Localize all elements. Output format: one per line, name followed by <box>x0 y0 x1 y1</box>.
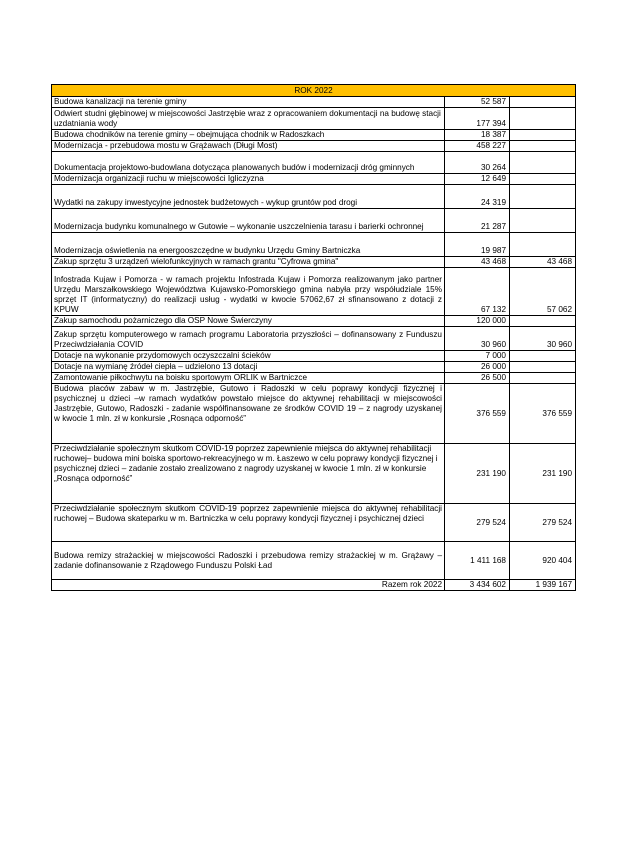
row-amount-cofinanced: 57 062 <box>510 268 576 316</box>
row-description: Budowa remizy strażackiej w miejscowości Radoszki i przebudowa remizy strażackiej w m. Grążawy – zadanie dofinansowanie z Rządowego Funduszu Polski Ład <box>52 542 445 580</box>
table-row <box>52 384 576 444</box>
row-amount-total: 30 264 <box>445 152 510 174</box>
total-row <box>52 580 576 591</box>
table-row <box>52 316 576 327</box>
row-description: Modernizacja budynku komunalnego w Gutowie – wykonanie uszczelnienia tarasu i barierki ochronnej <box>52 209 445 233</box>
table-row <box>52 327 576 351</box>
row-amount-cofinanced: 231 190 <box>510 444 576 504</box>
row-amount-total: 458 227 <box>445 141 510 152</box>
row-amount-cofinanced <box>510 233 576 257</box>
table-row <box>52 257 576 268</box>
table-row <box>52 373 576 384</box>
table-row <box>52 152 576 174</box>
row-description: Modernizacja oświetlenia na energooszczędne w budynku Urzędu Gminy Bartniczka <box>52 233 445 257</box>
row-description: Wydatki na zakupy inwestycyjne jednostek budżetowych - wykup gruntów pod drogi <box>52 185 445 209</box>
row-amount-total: 18 387 <box>445 130 510 141</box>
row-amount-cofinanced: 43 468 <box>510 257 576 268</box>
row-description: Odwiert studni głębinowej w miejscowości Jastrzębie wraz z opracowaniem dokumentacji na budowę stacji uzdatniania wody <box>52 108 445 130</box>
row-amount-total: 12 649 <box>445 174 510 185</box>
row-amount-total: 67 132 <box>445 268 510 316</box>
row-description: Modernizacja organizacji ruchu w miejscowości Igliczyzna <box>52 174 445 185</box>
row-amount-total: 52 587 <box>445 97 510 108</box>
row-amount-total: 19 987 <box>445 233 510 257</box>
row-amount-total: 24 319 <box>445 185 510 209</box>
table-row <box>52 233 576 257</box>
row-amount-total: 43 468 <box>445 257 510 268</box>
row-amount-cofinanced <box>510 108 576 130</box>
row-amount-total: 279 524 <box>445 504 510 542</box>
table-row <box>52 97 576 108</box>
row-description: Dokumentacja projektowo-budowlana dotycząca planowanych budów i modernizacji dróg gminnych <box>52 152 445 174</box>
investment-expenditure-table <box>51 84 576 591</box>
row-description: Dotacje na wykonanie przydomowych oczyszczalni ścieków <box>52 351 445 362</box>
table-row <box>52 504 576 542</box>
table-row <box>52 141 576 152</box>
row-amount-total: 231 190 <box>445 444 510 504</box>
row-amount-cofinanced <box>510 362 576 373</box>
table-row <box>52 108 576 130</box>
row-amount-cofinanced <box>510 141 576 152</box>
row-description: Dotacje na wymianę źródeł ciepła – udzielono 13 dotacji <box>52 362 445 373</box>
total-amount-cofinanced: 1 939 167 <box>510 580 576 591</box>
row-description: Modernizacja - przebudowa mostu w Grążawach (Długi Most) <box>52 141 445 152</box>
row-amount-cofinanced <box>510 174 576 185</box>
row-amount-total: 30 960 <box>445 327 510 351</box>
row-amount-cofinanced <box>510 373 576 384</box>
row-amount-total: 7 000 <box>445 351 510 362</box>
table-row <box>52 444 576 504</box>
row-description: Budowa chodników na terenie gminy – obejmująca chodnik w Radoszkach <box>52 130 445 141</box>
row-description: Budowa placów zabaw w m. Jastrzębie, Gutowo i Radoszki w celu poprawy kondycji fizycznej i psychicznej u dzieci –w ramach wydatków powstało miejsce do aktywnej rehabilitacji w miejscowości Jastrzębie, Gutowo, Radoszki - zadanie współfinansowane ze środków COVID 19 – z nagrody uzyskanej w kwocie 1 mln. zł w konkursie „Rosnąca odporność” <box>52 384 445 444</box>
table-row <box>52 351 576 362</box>
table-row <box>52 268 576 316</box>
year-header-row <box>52 85 576 97</box>
row-amount-cofinanced <box>510 316 576 327</box>
table-row <box>52 209 576 233</box>
row-amount-cofinanced <box>510 152 576 174</box>
row-amount-total: 177 394 <box>445 108 510 130</box>
row-amount-cofinanced <box>510 209 576 233</box>
row-amount-total: 1 411 168 <box>445 542 510 580</box>
row-amount-cofinanced <box>510 351 576 362</box>
table-row <box>52 130 576 141</box>
row-description: Zakup sprzętu komputerowego w ramach programu Laboratoria przyszłości – dofinansowany z Funduszu Przeciwdziałania COVID <box>52 327 445 351</box>
row-amount-total: 26 500 <box>445 373 510 384</box>
row-description: Zakup samochodu pożarniczego dla OSP Nowe Świerczyny <box>52 316 445 327</box>
total-amount: 3 434 602 <box>445 580 510 591</box>
total-label: Razem rok 2022 <box>52 580 445 591</box>
row-amount-total: 376 559 <box>445 384 510 444</box>
row-description: Zakup sprzętu 3 urządzeń wielofunkcyjnych w ramach grantu "Cyfrowa gmina" <box>52 257 445 268</box>
row-amount-cofinanced: 376 559 <box>510 384 576 444</box>
row-amount-cofinanced <box>510 185 576 209</box>
row-amount-cofinanced: 279 524 <box>510 504 576 542</box>
table-row <box>52 542 576 580</box>
row-amount-cofinanced <box>510 97 576 108</box>
row-description: Budowa kanalizacji na terenie gminy <box>52 97 445 108</box>
table-row <box>52 174 576 185</box>
row-amount-cofinanced: 920 404 <box>510 542 576 580</box>
row-amount-total: 26 000 <box>445 362 510 373</box>
row-description: Przeciwdziałanie społecznym skutkom COVID-19 poprzez zapewnienie miejsca do aktywnej rehabilitacji ruchowej– budowa mini boiska sportowo-rekreacyjnego w m. Łaszewo w celu poprawy kondycji fizycznej i psychicznej dzieci – zadanie zostało zrealizowano z nagrody uzyskanej w kwocie 1 mln. zł w konkursie „Rosnąca odporność” <box>52 444 445 504</box>
expenditure-table-container <box>51 84 575 591</box>
row-description: Zamontowanie piłkochwytu na boisku sportowym ORLIK w Bartniczce <box>52 373 445 384</box>
row-amount-cofinanced: 30 960 <box>510 327 576 351</box>
row-amount-total: 21 287 <box>445 209 510 233</box>
year-header: ROK 2022 <box>52 85 576 97</box>
row-amount-total: 120 000 <box>445 316 510 327</box>
row-amount-cofinanced <box>510 130 576 141</box>
table-row <box>52 362 576 373</box>
row-description: Przeciwdziałanie społecznym skutkom COVID-19 poprzez zapewnienie miejsca do aktywnej rehabilitacji ruchowej – Budowa skateparku w m. Bartniczka w celu poprawy kondycji fizycznej i psychicznej dzieci <box>52 504 445 542</box>
row-description: Infostrada Kujaw i Pomorza - w ramach projektu Infostrada Kujaw i Pomorza realizowanym jako partner Urzędu Marszałkowskiego Województwa Kujawsko-Pomorskiego gmina nabyła przy współudziale 15% sprzęt IT (informatyczny) do realizacji usług - wydatki w kwocie 57062,67 zł sfinansowano z dotacji z KPUW <box>52 268 445 316</box>
table-row <box>52 185 576 209</box>
